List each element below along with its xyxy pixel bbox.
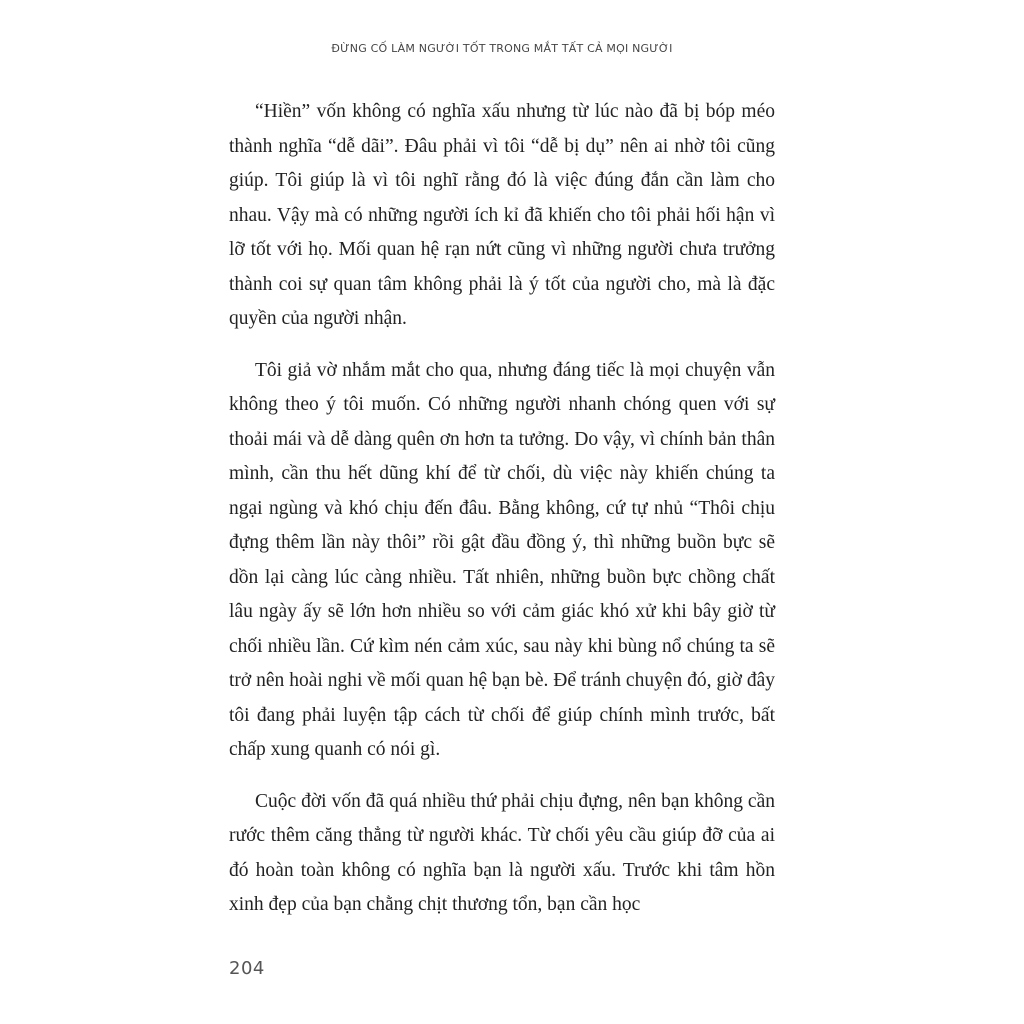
paragraph-3: Cuộc đời vốn đã quá nhiều thứ phải chịu đựng, nên bạn không cần rước thêm căng thẳng từ người khác. Từ chối yêu cầu giúp đỡ của ai đó hoàn toàn không có nghĩa bạn là người xấu. Trước khi tâm hồn xinh đẹp của bạn chằng chịt thương tổn, bạn cần học bbox=[229, 790, 775, 915]
paragraph-2: Tôi giả vờ nhắm mắt cho qua, nhưng đáng tiếc là mọi chuyện vẫn không theo ý tôi muốn. Có những người nhanh chóng quen với sự thoải mái và dễ dàng quên ơn hơn ta tưởng. Do vậy, vì chính bản thân mình, cần thu hết dũng khí để từ chối, dù việc này khiến chúng ta ngại ngùng và khó chịu đến đâu. Bằng không, cứ tự nhủ “Thôi chịu đựng thêm lần này thôi” rồi gật đầu đồng ý, thì những buồn bực sẽ dồn lại càng lúc càng nhiều. Tất nhiên, những buồn bực chồng chất lâu ngày ấy sẽ lớn hơn nhiều so với cảm giác khó xử khi bây giờ từ chối nhiều lần. Cứ kìm nén cảm xúc, sau này khi bùng nổ chúng ta sẽ trở nên hoài nghi về mối quan hệ bạn bè. Để tránh chuyện đó, giờ đây tôi đang phải luyện tập cách từ chối để giúp chính mình trước, bất chấp xung quanh có nói gì. bbox=[229, 359, 775, 760]
paragraph-1: “Hiền” vốn không có nghĩa xấu nhưng từ lúc nào đã bị bóp méo thành nghĩa “dễ dãi”. Đâu phải vì tôi “dễ bị dụ” nên ai nhờ tôi cũng giúp. Tôi giúp là vì tôi nghĩ rằng đó là việc đúng đắn cần làm cho nhau. Vậy mà có những người ích kỉ đã khiến cho tôi phải hối hận vì lỡ tốt với họ. Mối quan hệ rạn nứt cũng vì những người chưa trưởng thành coi sự quan tâm không phải là ý tốt của người cho, mà là đặc quyền của người nhận. bbox=[229, 101, 775, 329]
running-header: ĐỪNG CỐ LÀM NGƯỜI TỐT TRONG MẮT TẤT CẢ MỌI NGƯỜI bbox=[331, 42, 673, 55]
page-number: 204 bbox=[229, 958, 265, 979]
body-text bbox=[229, 95, 775, 923]
